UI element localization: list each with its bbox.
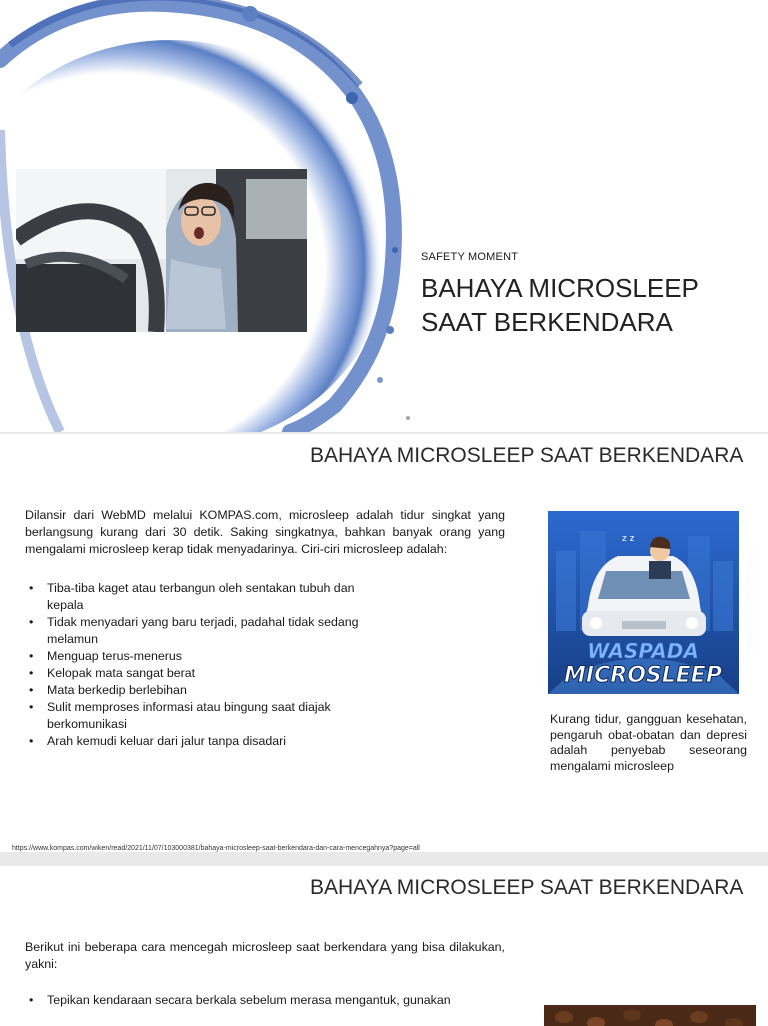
list-item: • Mata berkedip berlebihan [25,682,385,699]
content-slide-2 [0,866,768,1026]
list-item: • Menguap terus-menerus [25,648,385,665]
content-slide-1 [0,434,768,852]
poster-line-2: MICROSLEEP [564,663,722,688]
list-item: • Arah kemudi keluar dari jalur tanpa disadari [25,733,385,750]
list-item: • Kelopak mata sangat berat [25,665,385,682]
source-link[interactable]: https://www.kompas.com/wiken/read/2021/11/07/103000381/bahaya-microsleep-saat-berkendara-dan-cara-mencegahnya?page=all [12,845,420,852]
waspada-microsleep-poster [548,511,739,694]
poster-illustration [548,511,739,694]
intro-paragraph: Berikut ini beberapa cara mencegah microsleep saat berkendara yang bisa dilakukan, yakni: [25,940,505,971]
driver-illustration [16,169,307,332]
title-line-1: BAHAYA MICROSLEEP [421,273,699,303]
coffee-beans-photo [544,1005,756,1026]
yawning-driver-photo [16,169,307,332]
poster-line-1: WASPADA [587,639,699,663]
list-item: • Sulit memproses informasi atau bingung saat diajak berkomunikasi [25,699,385,733]
page-title [421,271,699,339]
intro-paragraph: Dilansir dari WebMD melalui KOMPAS.com, microsleep adalah tidur singkat yang berlangsung kurang dari 30 detik. Saking singkatnya, bahkan banyak orang yang mengalami microsleep kerap tidak menyadarinya. Ciri-ciri microsleep adalah: [25,508,505,556]
list-item: • Tepikan kendaraan secara berkala sebelum merasa mengantuk, gunakan [25,992,517,1009]
coffee-illustration [544,1005,756,1026]
cause-caption: Kurang tidur, gangguan kesehatan, pengaruh obat-obatan dan depresi adalah penyebab seseorang mengalami microsleep [550,712,747,773]
poster-zzz: z z [622,534,635,544]
title-slide [0,0,768,432]
symptom-list [25,580,385,750]
slide-title: BAHAYA MICROSLEEP SAAT BERKENDARA [310,876,744,899]
list-item: • Tiba-tiba kaget atau terbangun oleh sentakan tubuh dan kepala [25,580,385,614]
list-item: • Tidak menyadari yang baru terjadi, padahal tidak sedang melamun [25,614,385,648]
kicker-text: SAFETY MOMENT [421,251,519,263]
title-line-2: SAAT BERKENDARA [421,307,673,337]
slide-title: BAHAYA MICROSLEEP SAAT BERKENDARA [310,444,744,467]
prevention-list [25,992,517,1009]
